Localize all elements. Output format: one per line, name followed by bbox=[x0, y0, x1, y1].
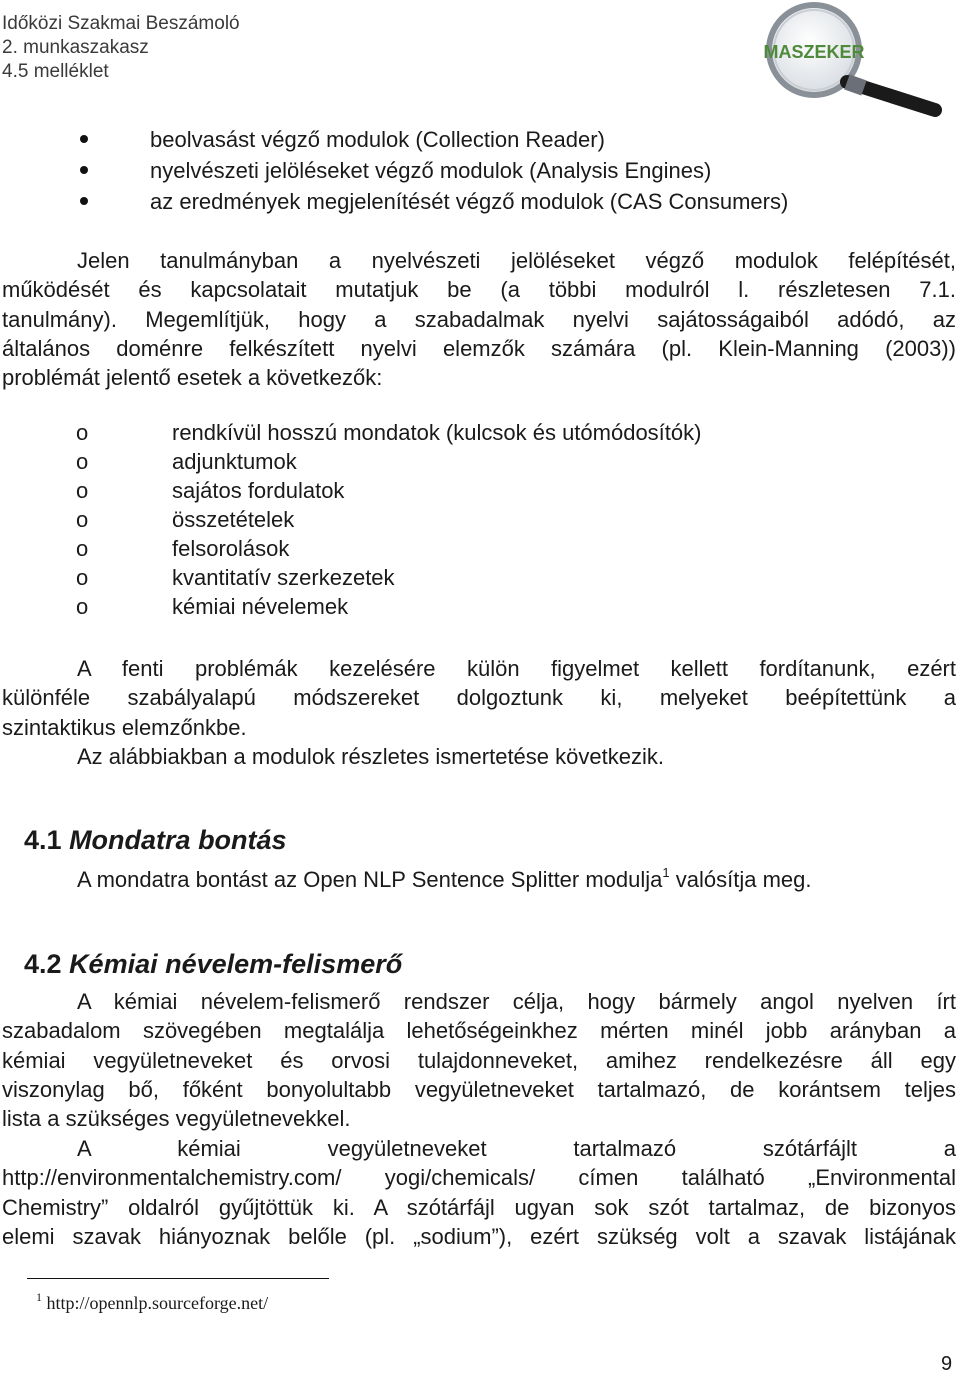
header-phase: 2. munkaszakasz bbox=[2, 37, 149, 58]
footnote bbox=[36, 1291, 268, 1315]
document-header bbox=[2, 12, 240, 84]
section-4-2-paragraph-1: A kémiai névelem-felismerő rendszer célja, hogy bármely angol nyelven írt szabadalom szövegében megtalálja lehetőségeinkhez mérten minél jobb arányban a kémiai vegyületneveket és orvosi tulajdonneveket, amihez rendelkezésre áll egy viszonylag bő, főként bonyolultabb vegyületneveket tartalmazó, de korántsem teljes lista a szükséges vegyületnevekkel. bbox=[2, 989, 956, 1132]
footnote-reference[interactable]: 1 bbox=[662, 865, 670, 880]
handling-paragraph: A fenti problémák kezelésére külön figyelmet kellett fordítanunk, ezért különféle szabályalapú módszereket dolgoztunk ki, melyeket beépítettünk a szintaktikus elemzőnkbe. Az alábbiakban a modulok részletes ismertetése következik. bbox=[2, 656, 956, 769]
intro-paragraph: Jelen tanulmányban a nyelvészeti jelöléseket végző modulok felépítését, működését és kapcsolatait mutatjuk be (a többi modulról l. részletesen 7.1. tanulmány). Megemlítjük, hogy a szabadalmak nyelvi sajátosságaiból adódó, az általános doménre felkészített nyelvi elemzők számára (pl. Klein-Manning (2003)) problémát jelentő esetek a következők: bbox=[2, 248, 956, 391]
header-appendix: 4.5 melléklet bbox=[2, 61, 109, 82]
logo-text: MASZEKER bbox=[763, 42, 865, 62]
maszeker-logo bbox=[752, 2, 952, 120]
page-number: 9 bbox=[941, 1353, 953, 1375]
footnote-url[interactable]: http://opennlp.sourceforge.net/ bbox=[42, 1293, 269, 1313]
section-4-1-text: A mondatra bontást az Open NLP Sentence Splitter modulja$^1$ valósítja meg. bbox=[77, 865, 812, 892]
bullet-icon bbox=[80, 135, 88, 143]
bullet-icon bbox=[80, 197, 88, 205]
section-4-1-heading: 4.1 Mondatra bontás bbox=[24, 825, 287, 855]
section-4-2-paragraph-2: A kémiai vegyületneveket tartalmazó szótárfájlt a http://environmentalchemistry.com/ yogi/chemicals/ címen található „Environmental Chemistry” oldalról gyűjtöttük ki. A szótárfájl ugyan sok szót tartalmaz, de bizonyos elemi szavak hiányoznak belőle (pl. „sodium”), ezért szükség volt a szavak listájának bbox=[2, 1136, 956, 1249]
bullet-icon bbox=[80, 166, 88, 174]
section-4-2-heading: 4.2 Kémiai névelem-felismerő bbox=[24, 949, 403, 979]
footnote-separator bbox=[27, 1278, 329, 1279]
header-report-title: Időközi Szakmai Beszámoló bbox=[2, 13, 240, 34]
footnote-marker: 1 bbox=[36, 1290, 42, 1304]
